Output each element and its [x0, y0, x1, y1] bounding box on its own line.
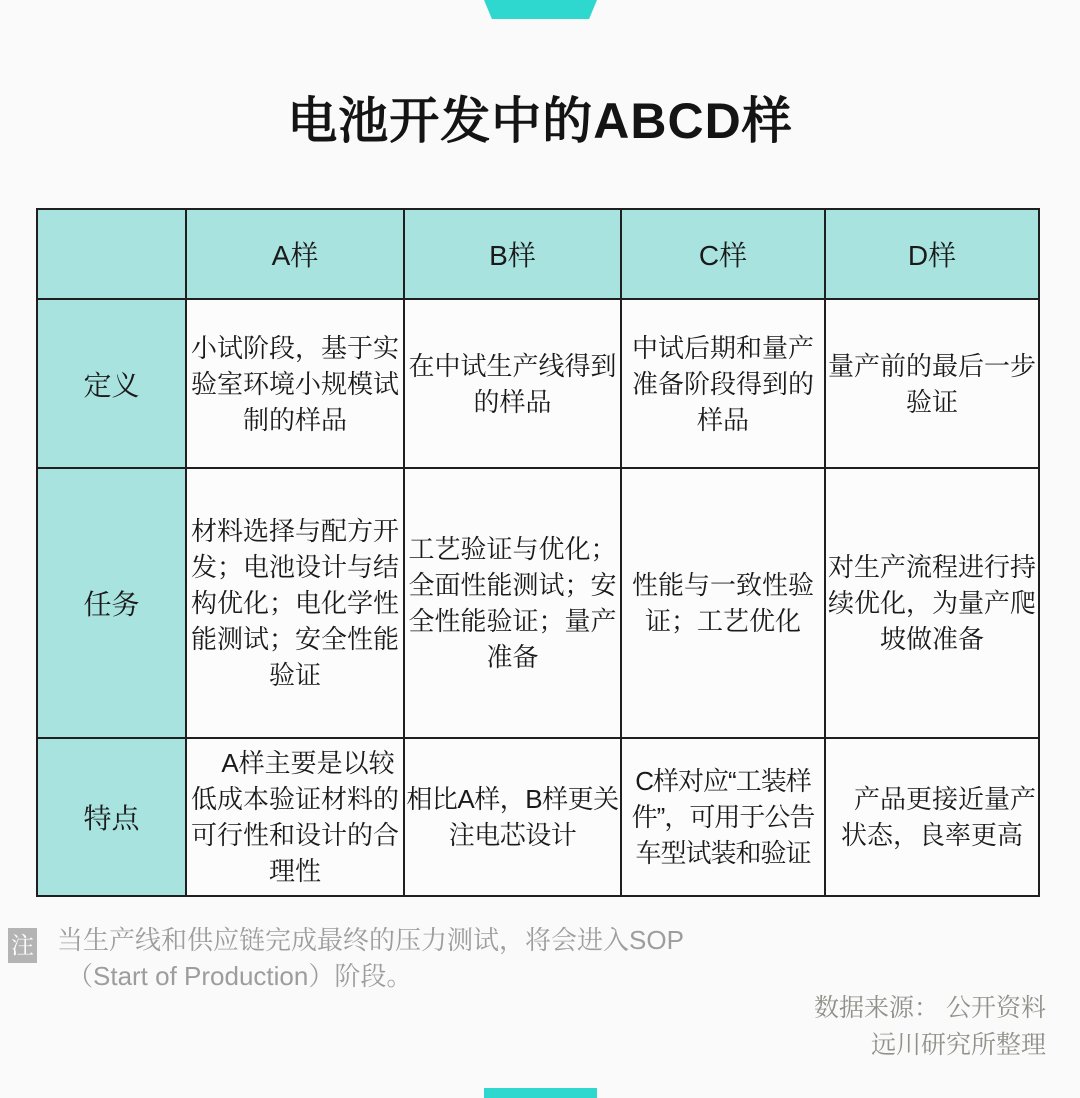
table-row-definition — [37, 299, 1039, 468]
data-source-line-1: 数据来源： 公开资料 — [814, 994, 1046, 1022]
cell-definition-c: 中试后期和量产准备阶段得到的样品 — [621, 299, 825, 468]
cell-feature-a: A样主要是以较低成本验证材料的可行性和设计的合理性 — [186, 738, 404, 896]
table-header-row — [37, 209, 1039, 299]
page-title: 电池开发中的ABCD样 — [287, 93, 793, 149]
corner-cell — [37, 209, 186, 299]
cell-definition-d: 量产前的最后一步验证 — [825, 299, 1039, 468]
col-header-a: A样 — [186, 209, 404, 299]
cell-definition-a: 小试阶段，基于实验室环境小规模试制的样品 — [186, 299, 404, 468]
col-header-c: C样 — [621, 209, 825, 299]
row-label-task: 任务 — [37, 468, 186, 738]
abcd-sample-table — [36, 208, 1040, 897]
row-label-feature: 特点 — [37, 738, 186, 896]
top-tab-decoration — [484, 0, 597, 19]
cell-feature-d: 产品更接近量产状态，良率更高 — [825, 738, 1039, 896]
data-source — [814, 990, 1046, 1064]
cell-task-a: 材料选择与配方开发；电池设计与结构优化；电化学性能测试；安全性能验证 — [186, 468, 404, 738]
col-header-d: D样 — [825, 209, 1039, 299]
row-label-definition: 定义 — [37, 299, 186, 468]
cell-feature-b: 相比A样，B样更关注电芯设计 — [404, 738, 621, 896]
footnote-text — [57, 922, 768, 994]
col-header-b: B样 — [404, 209, 621, 299]
cell-task-d: 对生产流程进行持续优化，为量产爬坡做准备 — [825, 468, 1039, 738]
cell-definition-b: 在中试生产线得到的样品 — [404, 299, 621, 468]
bottom-tab-decoration — [484, 1088, 597, 1098]
footnote-line-1: 当生产线和供应链完成最终的压力测试，将会进入SOP — [57, 925, 684, 955]
cell-feature-c: C样对应“工装样件”，可用于公告车型试装和验证 — [621, 738, 825, 896]
footnote-line-2: （Start of Production）阶段。 — [67, 961, 413, 991]
data-source-line-2: 远川研究所整理 — [870, 1031, 1046, 1059]
cell-task-b: 工艺验证与优化；全面性能测试；安全性能验证；量产准备 — [404, 468, 621, 738]
note-badge: 注 — [8, 928, 37, 963]
table-row-task — [37, 468, 1039, 738]
cell-task-c: 性能与一致性验证；工艺优化 — [621, 468, 825, 738]
table-row-feature — [37, 738, 1039, 896]
footnote — [8, 922, 768, 994]
